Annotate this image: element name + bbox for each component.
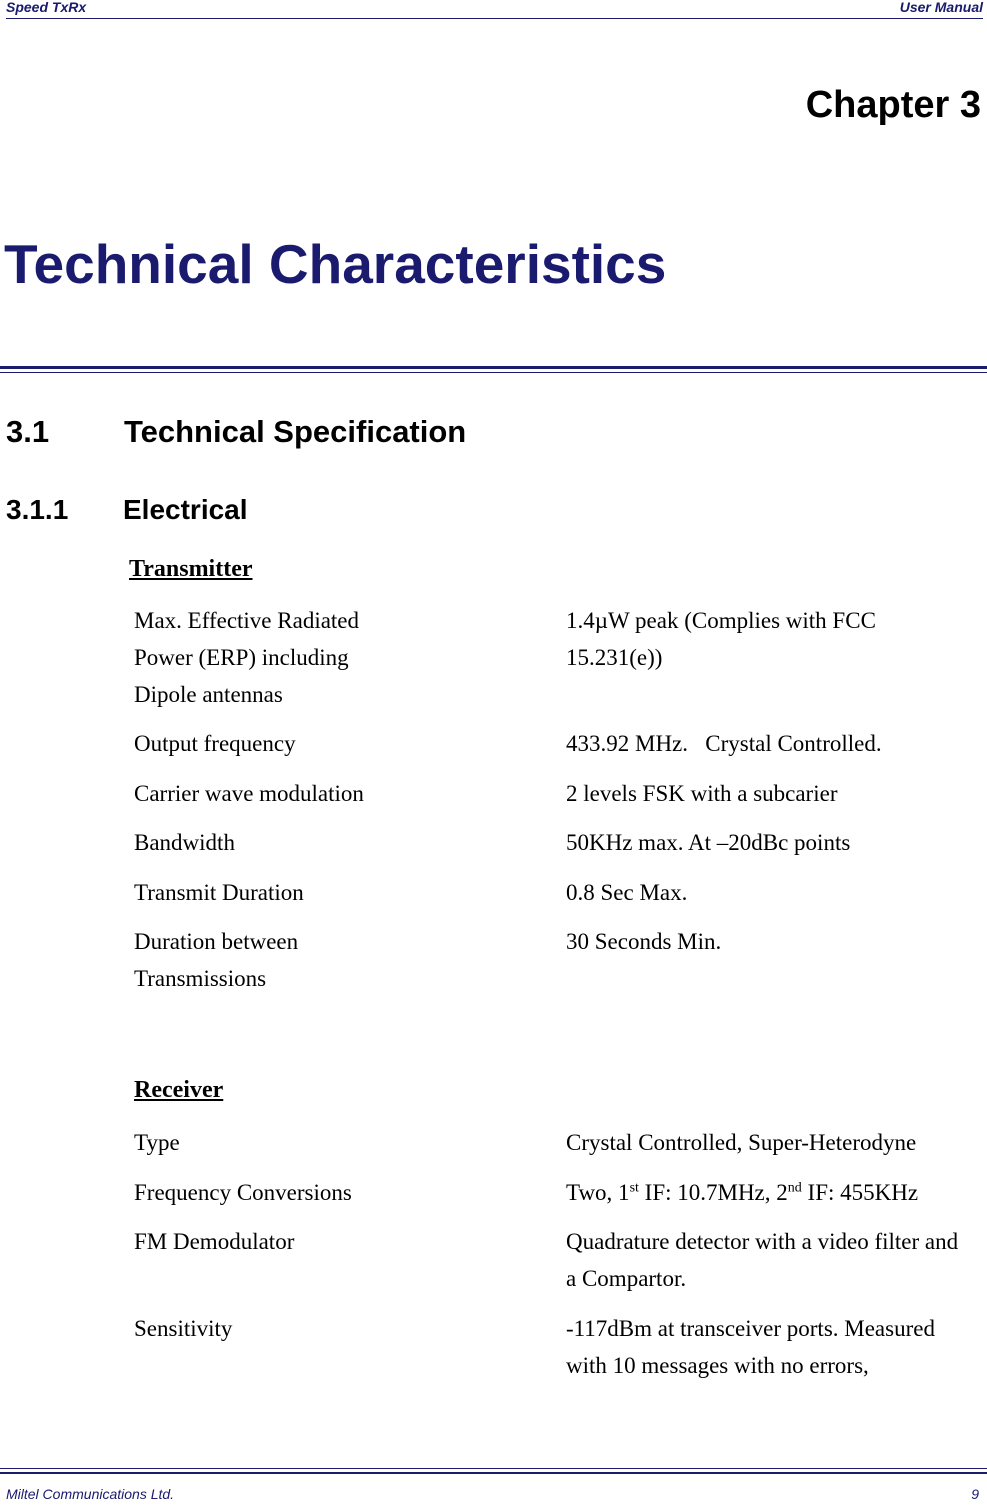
spec-value-part: Two, 1 xyxy=(566,1180,630,1205)
spec-label: Max. Effective Radiated Power (ERP) including Dipole antennas xyxy=(134,608,360,707)
section-number: 3.1 xyxy=(6,414,50,449)
spec-value: Quadrature detector with a video filter and a Compartor. xyxy=(566,1229,959,1291)
ordinal-suffix: st xyxy=(629,1180,639,1196)
spec-value xyxy=(566,1174,966,1211)
footer-rule-thin xyxy=(0,1468,987,1469)
spec-label: Duration between Transmissions xyxy=(134,929,299,991)
spec-value-part: IF: 10.7MHz, 2 xyxy=(638,1180,788,1205)
spec-value: 0.8 Sec Max. xyxy=(566,880,688,905)
spec-label: Sensitivity xyxy=(134,1316,233,1341)
spec-label: Type xyxy=(134,1130,180,1155)
spec-value: 50KHz max. At –20dBc points xyxy=(566,830,851,855)
spec-label: Carrier wave modulation xyxy=(134,781,364,806)
chapter-label: Chapter 3 xyxy=(805,84,981,126)
title-rule-thick xyxy=(0,366,987,369)
spec-label: Transmit Duration xyxy=(134,880,304,905)
spec-value-part: IF: 455KHz xyxy=(801,1180,919,1205)
spec-value: 1.4µW peak (Complies with FCC 15.231(e)) xyxy=(566,608,876,670)
spec-label: Output frequency xyxy=(134,731,296,756)
subsection-number: 3.1.1 xyxy=(6,494,69,525)
receiver-heading: Receiver xyxy=(134,1077,224,1103)
page-header xyxy=(6,0,983,19)
transmitter-heading: Transmitter xyxy=(129,556,253,582)
section-title: Technical Specification xyxy=(124,414,467,449)
spec-value: 30 Seconds Min. xyxy=(566,929,722,954)
spec-value: -117dBm at transceiver ports. Measured with 10 messages with no errors, xyxy=(566,1316,935,1378)
spec-value: 433.92 MHz. Crystal Controlled. xyxy=(566,731,882,756)
spec-label: Bandwidth xyxy=(134,830,235,855)
spec-label: Frequency Conversions xyxy=(134,1180,352,1205)
header-product: Speed TxRx xyxy=(6,0,87,15)
section-heading xyxy=(6,414,466,450)
page-number: 9 xyxy=(971,1486,979,1502)
spec-value: Crystal Controlled, Super-Heterodyne xyxy=(566,1130,917,1155)
header-doc-type: User Manual xyxy=(899,0,983,15)
spec-label: FM Demodulator xyxy=(134,1229,295,1254)
chapter-title: Technical Characteristics xyxy=(4,233,667,295)
title-rule-thin xyxy=(0,372,987,373)
footer-rule-thick xyxy=(0,1472,987,1474)
page-footer xyxy=(6,1486,979,1504)
subsection-heading xyxy=(6,494,248,526)
ordinal-suffix: nd xyxy=(787,1180,802,1196)
subsection-title: Electrical xyxy=(123,494,248,525)
spec-value: 2 levels FSK with a subcarier xyxy=(566,781,838,806)
footer-company: Miltel Communications Ltd. xyxy=(6,1486,175,1502)
